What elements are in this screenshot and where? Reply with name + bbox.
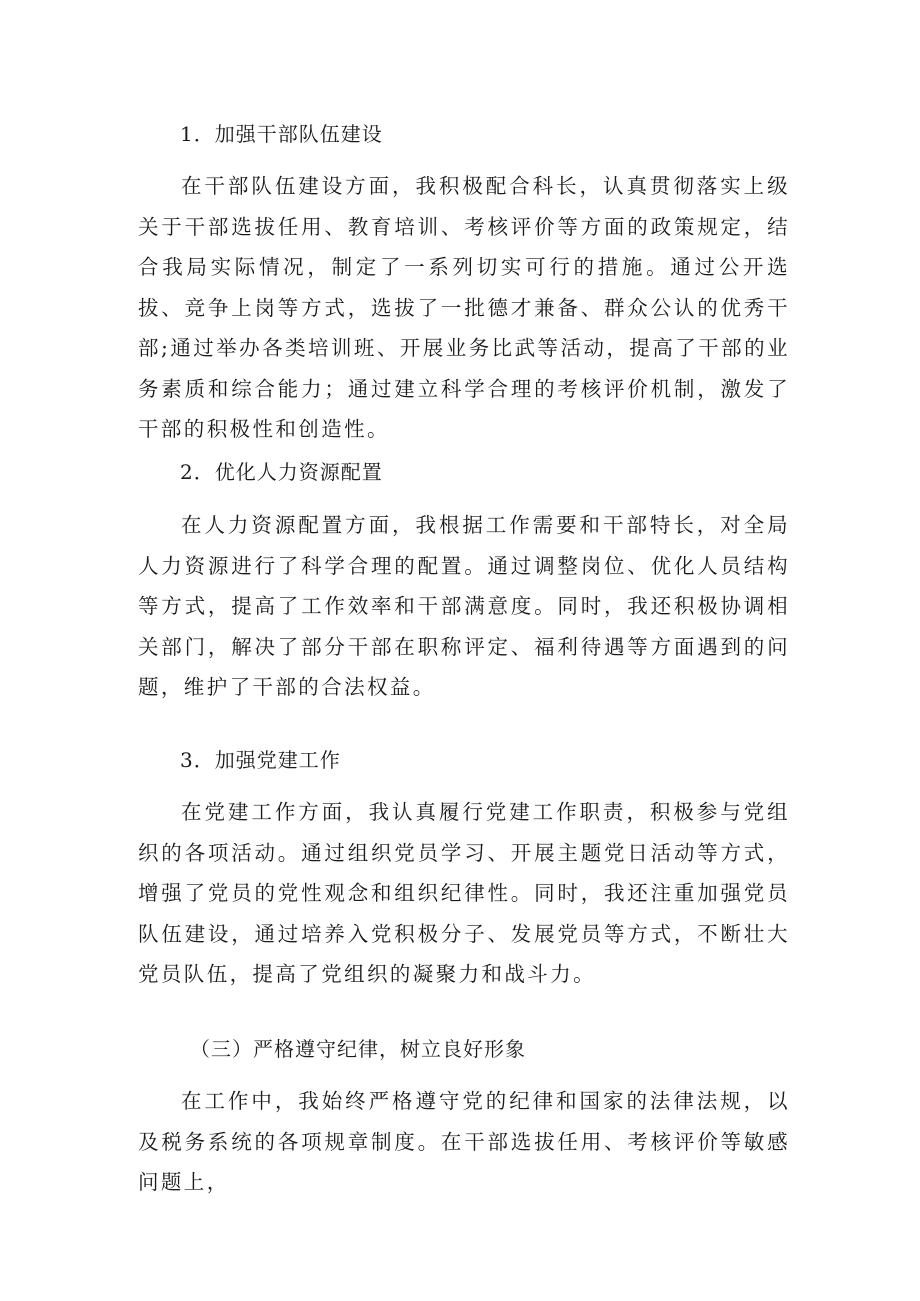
heading-3: 3．加强党建工作 xyxy=(180,748,341,772)
paragraph-3-text: 在党建工作方面，我认真履行党建工作职责，积极参与党组织的各项活动。通过组织党员学习、开展主题党日活动等方式，增强了党员的党性观念和组织纪律性。同时，我还注重加强党员队伍建设，通过培养入党积极分子、发展党员等方式，不断壮大党员队伍，提高了党组织的凝聚力和战斗力。 xyxy=(138,800,790,986)
paragraph-4 xyxy=(138,1081,790,1203)
heading-1: 1．加强干部队伍建设 xyxy=(180,122,383,146)
paragraph-3 xyxy=(138,792,790,995)
paragraph-4-text: 在工作中，我始终严格遵守党的纪律和国家的法律法规，以及税务系统的各项规章制度。在干部选拔任用、考核评价等敏感问题上， xyxy=(138,1089,790,1194)
paragraph-1 xyxy=(138,166,790,450)
heading-2: 2．优化人力资源配置 xyxy=(180,460,383,484)
paragraph-2 xyxy=(138,505,790,708)
paragraph-1-text: 在干部队伍建设方面，我积极配合科长，认真贯彻落实上级关于干部选拔任用、教育培训、考核评价等方面的政策规定，结合我局实际情况，制定了一系列切实可行的措施。通过公开选拔、竞争上岗等方式，选拔了一批德才兼备、群众公认的优秀干部;通过举办各类培训班、开展业务比武等活动，提高了干部的业务素质和综合能力；通过建立科学合理的考核评价机制，激发了干部的积极性和创造性。 xyxy=(138,174,790,441)
paragraph-2-text: 在人力资源配置方面，我根据工作需要和干部特长，对全局人力资源进行了科学合理的配置。通过调整岗位、优化人员结构等方式，提高了工作效率和干部满意度。同时，我还积极协调相关部门，解决了部分干部在职称评定、福利待遇等方面遇到的问题，维护了干部的合法权益。 xyxy=(138,513,790,699)
section-heading-3: （三）严格遵守纪律，树立良好形象 xyxy=(190,1037,526,1061)
